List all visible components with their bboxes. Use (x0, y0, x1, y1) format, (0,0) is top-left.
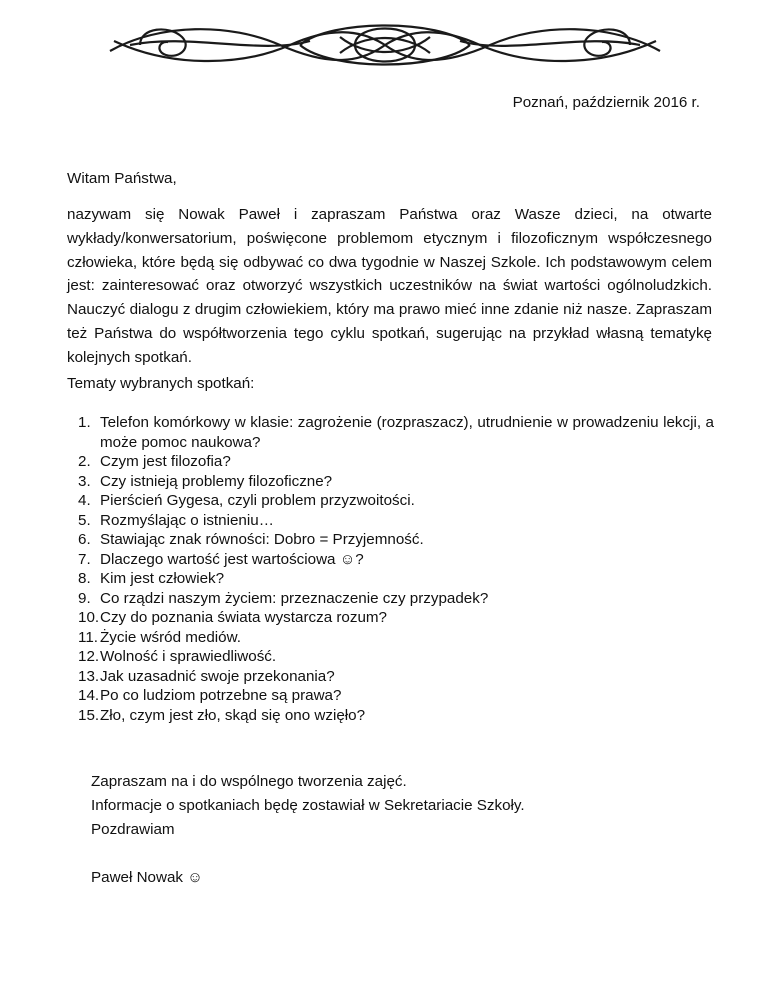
list-item (78, 530, 714, 550)
topics-list (78, 413, 714, 725)
list-item-number: 7. (78, 550, 91, 568)
list-item-number: 8. (78, 570, 91, 587)
list-item (78, 491, 714, 511)
list-item-number: 1. (78, 414, 91, 431)
list-item-number: 12. (78, 648, 100, 665)
list-item-number: 4. (78, 492, 91, 509)
list-item-text: Po co ludziom potrzebne są prawa? (100, 687, 342, 704)
list-item-text: Czy do poznania świata wystarcza rozum? (100, 609, 387, 626)
list-item-text: Stawiając znak równości: Dobro = Przyjemność. (100, 531, 424, 548)
list-item (78, 686, 714, 706)
list-item-text: Zło, czym jest zło, skąd się ono wzięło? (100, 706, 366, 724)
list-item-text: Co rządzi naszym życiem: przeznaczenie czy przypadek? (100, 589, 489, 607)
list-item (78, 608, 714, 628)
list-item-number: 13. (78, 667, 100, 685)
list-item-number: 9. (78, 589, 91, 607)
list-item (78, 569, 714, 589)
decorative-flourish-ornament (100, 15, 670, 75)
list-item-text: Dlaczego wartość jest wartościowa ☺? (100, 550, 364, 568)
list-item-text: Rozmyślając o istnieniu… (100, 511, 274, 529)
letter-signature: Paweł Nowak ☺ (91, 869, 203, 886)
list-item (78, 667, 714, 687)
list-item-number: 15. (78, 706, 100, 724)
list-item (78, 706, 714, 726)
list-item-text: Wolność i sprawiedliwość. (100, 648, 277, 665)
list-item-number: 2. (78, 453, 91, 470)
list-item-text: Życie wśród mediów. (100, 628, 241, 646)
list-item-number: 3. (78, 472, 91, 490)
list-item-text: Pierścień Gygesa, czyli problem przyzwoitości. (100, 492, 415, 509)
list-item (78, 628, 714, 648)
list-item (78, 413, 714, 452)
list-item-number: 11. (78, 628, 98, 646)
list-item-text: Kim jest człowiek? (100, 570, 225, 587)
closing-line: Zapraszam na i do wspólnego tworzenia zajęć. (91, 773, 407, 790)
closing-line: Pozdrawiam (91, 821, 175, 838)
list-item-number: 14. (78, 687, 100, 704)
list-item-number: 10. (78, 609, 100, 626)
letter-date: Poznań, październik 2016 r. (512, 94, 700, 111)
list-item (78, 452, 714, 472)
letter-intro-paragraph: nazywam się Nowak Paweł i zapraszam Państwa oraz Wasze dzieci, na otwarte wykłady/konwersatorium, poświęcone problemom etycznym i filozoficznym współczesnego człowieka, które będą się odbywać co dwa tygodnie w Naszej Szkole. Ich podstawowym celem jest: zainteresować oraz otworzyć wszystkich uczestników na świat wartości ogólnoludzkich. Nauczyć dialogu z drugim człowiekiem, który ma prawo mieć inne zdanie niż nasze. Zapraszam też Państwa do współtworzenia tego cyklu spotkań, sugerując na przykład własną tematykę kolejnych spotkań. (67, 206, 712, 366)
list-item-text: Telefon komórkowy w klasie: zagrożenie (rozpraszacz), utrudnienie w prowadzeniu lekcji, a może pomoc naukowa? (100, 414, 714, 451)
list-item-number: 6. (78, 531, 91, 548)
list-item (78, 589, 714, 609)
list-item (78, 472, 714, 492)
list-item (78, 550, 714, 570)
list-item-number: 5. (78, 511, 91, 529)
closing-line: Informacje o spotkaniach będę zostawiał w Sekretariacie Szkoły. (91, 797, 525, 814)
letter-greeting: Witam Państwa, (67, 170, 177, 187)
list-item (78, 511, 714, 531)
list-item (78, 647, 714, 667)
list-item-text: Czy istnieją problemy filozoficzne? (100, 472, 333, 490)
letter-closing (91, 770, 525, 842)
list-item-text: Jak uzasadnić swoje przekonania? (100, 667, 335, 685)
list-item-text: Czym jest filozofia? (100, 453, 231, 470)
topics-heading: Tematy wybranych spotkań: (67, 375, 255, 392)
